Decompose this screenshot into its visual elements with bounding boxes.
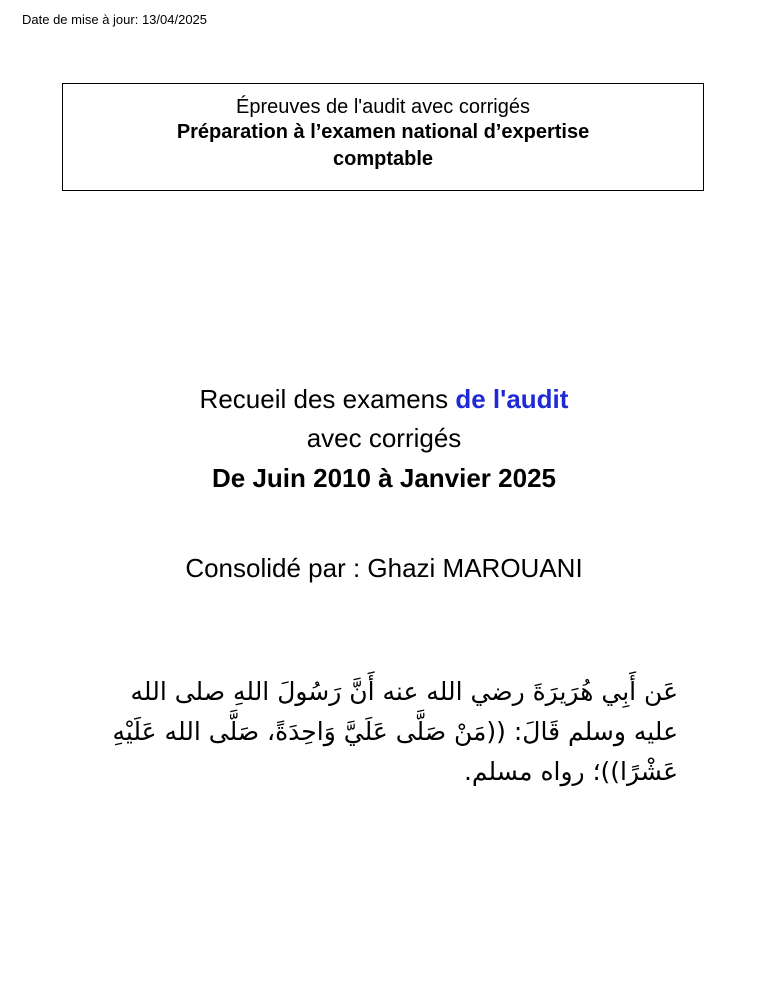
title-date-range: De Juin 2010 à Janvier 2025	[211, 463, 556, 493]
title-prefix: Recueil des examens	[199, 384, 456, 414]
title-line2: avec corrigés	[306, 423, 462, 453]
consolidated-by: Consolidé par : Ghazi MAROUANI	[185, 553, 583, 583]
update-date: Date de mise à jour: 13/04/2025	[22, 12, 208, 27]
main-title	[0, 380, 768, 498]
header-title-line1: Préparation à l’examen national d’expertise	[176, 121, 590, 143]
title-line1	[0, 380, 768, 418]
header-title-line2: comptable	[332, 148, 434, 170]
title-highlight: de l'audit	[455, 384, 569, 414]
hadith-text: عَن أَبِي هُرَيرَةَ رضي الله عنه أَنَّ رَسُولَ اللهِ صلى الله عليه وسلم قَالَ: ((مَنْ صَلَّى عَلَيَّ وَاحِدَةً، صَلَّى الله عَلَيْهِ عَشْرًا))؛ رواه مسلم.	[112, 677, 678, 786]
header-subtitle: Épreuves de l'audit avec corrigés	[236, 96, 530, 118]
header-box	[62, 83, 704, 191]
